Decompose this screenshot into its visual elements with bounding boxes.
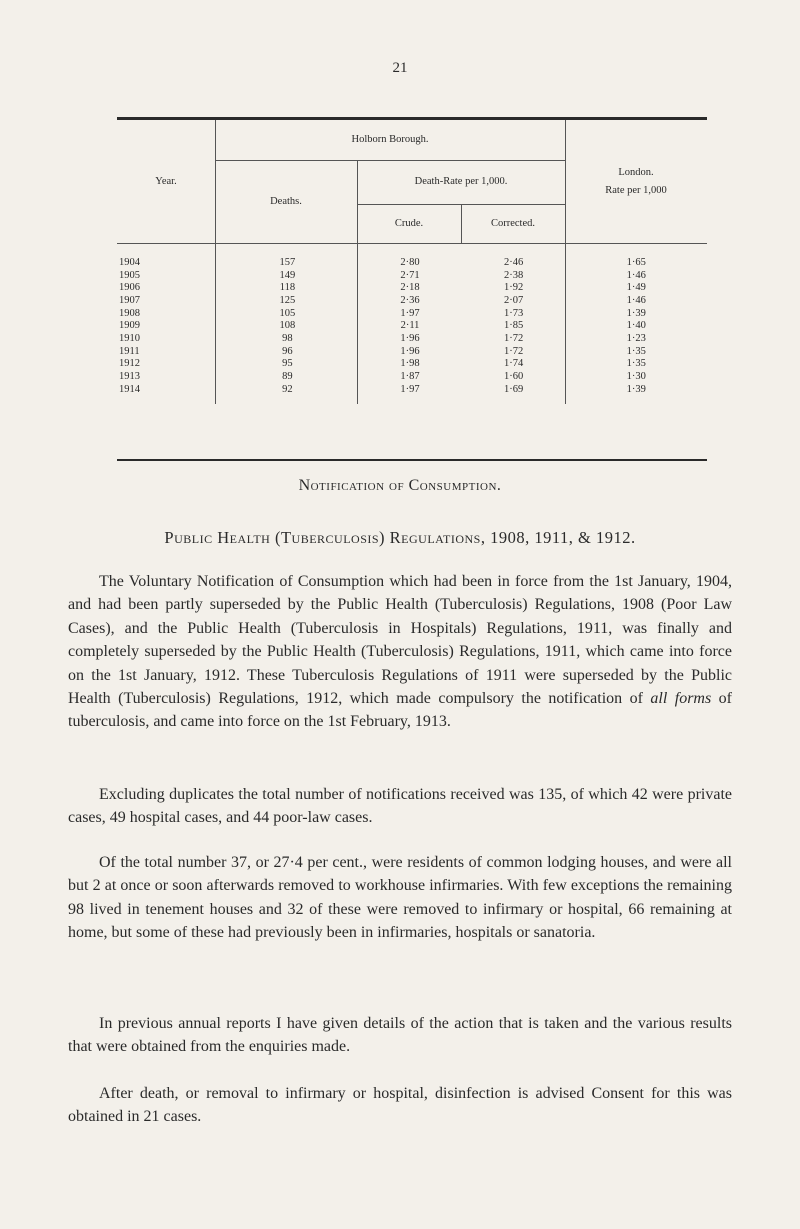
cell-deaths: 108 [279, 320, 296, 332]
paragraph-previous-reports: In previous annual reports I have given details of the action that is taken and the various results that were obtained from the enquiries made. [68, 1015, 732, 1056]
cell-london: 1·23 [626, 332, 646, 344]
cell-london: 1·49 [626, 282, 646, 294]
cell-crude: 2·71 [400, 269, 420, 281]
cell-crude: 1·97 [400, 307, 420, 319]
table-bottom-rule [117, 459, 707, 461]
paragraph-lodging-houses: Of the total number 37, or 27·4 per cent., were residents of common lodging houses, and were all but 2 at once or soon afterwards removed to workhouse infirmaries. With few exceptions the remaining 98 lived in tenement houses and 32 of these were removed to infirmary or hospital, 66 remaining at home, but some of these had previously been in infirmaries, hospitals or sanatoria. [68, 854, 732, 942]
cell-deaths: 118 [279, 282, 296, 294]
header-corrected: Corrected. [490, 218, 536, 230]
table-row [117, 345, 707, 358]
cell-deaths: 125 [279, 294, 296, 306]
cell-crude: 2·11 [400, 320, 420, 332]
cell-year: 1914 [119, 383, 140, 395]
cell-crude: 2·36 [400, 294, 420, 306]
cell-corrected: 2·07 [504, 294, 524, 306]
para1-text-after: of tuberculosis, and came into force on the 1st February, 1913. [68, 690, 733, 731]
table-row [117, 383, 707, 396]
paragraph-notifications-total: Excluding duplicates the total number of notifications received was 135, of which 42 were private cases, 49 hospital cases, and 44 poor-law cases. [68, 786, 732, 827]
cell-deaths: 98 [282, 332, 293, 344]
cell-corrected: 1·92 [504, 282, 524, 294]
cell-deaths: 96 [282, 345, 293, 357]
cell-year: 1913 [119, 371, 140, 383]
cell-corrected: 1·60 [504, 371, 524, 383]
heading-notification: Notification of Consumption. [298, 477, 502, 494]
cell-london: 1·46 [626, 269, 646, 281]
table-row [117, 307, 707, 320]
table-row [117, 358, 707, 371]
cell-crude: 2·18 [400, 282, 420, 294]
header-holborn-borough: Holborn Borough. [351, 134, 429, 146]
table-row [117, 269, 707, 282]
cell-crude: 1·96 [400, 332, 420, 344]
table-header [117, 120, 707, 244]
cell-deaths: 92 [282, 383, 293, 395]
cell-year: 1905 [119, 269, 140, 281]
cell-corrected: 2·38 [504, 269, 524, 281]
cell-london: 1·39 [626, 307, 646, 319]
cell-year: 1906 [119, 282, 140, 294]
para1-text-before: The Voluntary Notification of Consumption which had been in force from the 1st January, 1904, and had been partly superseded by the Public Health (Tuberculosis) Regulations, 1908 (Poor Law Cases), and the Public Health (Tuberculosis in Hospitals) Regulations, 1911, was finally and completely superseded by the Public Health (Tuberculosis) Regulations, 1911, which came into force on the 1st January, 1912. These Tuberculosis Regulations of 1911 were superseded by the Public Health (Tuberculosis) Regulations, 1912, which made compulsory the notification of [68, 573, 732, 708]
header-london-title: London. [618, 167, 654, 179]
cell-deaths: 105 [279, 307, 296, 319]
cell-london: 1·35 [626, 345, 646, 357]
cell-deaths: 149 [279, 269, 296, 281]
table-row [117, 294, 707, 307]
heading-regulations: Public Health (Tuberculosis) Regulations, 1908, 1911, & 1912. [164, 528, 636, 547]
table-row [117, 370, 707, 383]
cell-corrected: 1·72 [504, 345, 524, 357]
cell-crude: 1·87 [400, 371, 420, 383]
cell-year: 1912 [119, 358, 140, 370]
cell-deaths: 157 [279, 256, 296, 268]
header-crude: Crude. [394, 218, 424, 230]
header-death-rate: Death-Rate per 1,000. [414, 176, 508, 188]
header-year: Year. [155, 176, 177, 188]
cell-london: 1·40 [626, 320, 646, 332]
para1-emphasis: all forms [650, 690, 712, 708]
cell-year: 1911 [119, 345, 140, 357]
cell-year: 1910 [119, 332, 140, 344]
table-row [117, 319, 707, 332]
cell-london: 1·46 [626, 294, 646, 306]
cell-year: 1907 [119, 294, 140, 306]
table-body [117, 244, 707, 404]
cell-deaths: 95 [282, 358, 293, 370]
header-london [565, 120, 707, 244]
cell-year: 1904 [119, 256, 140, 268]
tuberculosis-deaths-table [117, 117, 707, 404]
cell-london: 1·65 [626, 256, 646, 268]
cell-corrected: 2·46 [504, 256, 524, 268]
cell-crude: 1·97 [400, 383, 420, 395]
cell-london: 1·35 [626, 358, 646, 370]
cell-corrected: 1·85 [504, 320, 524, 332]
paragraph-voluntary-notification [68, 570, 732, 734]
page-number: 21 [392, 60, 408, 76]
cell-corrected: 1·72 [504, 332, 524, 344]
header-deaths: Deaths. [270, 196, 302, 208]
cell-year: 1909 [119, 320, 140, 332]
table-row [117, 332, 707, 345]
cell-deaths: 89 [282, 371, 293, 383]
cell-corrected: 1·73 [504, 307, 524, 319]
cell-year: 1908 [119, 307, 140, 319]
table-row [117, 256, 707, 269]
header-london-rate: Rate per 1,000 [605, 185, 667, 196]
cell-crude: 1·96 [400, 345, 420, 357]
cell-crude: 1·98 [400, 358, 420, 370]
cell-london: 1·39 [626, 383, 646, 395]
paragraph-disinfection: After death, or removal to infirmary or hospital, disinfection is advised Consent for this was obtained in 21 cases. [68, 1085, 732, 1126]
cell-crude: 2·80 [400, 256, 420, 268]
cell-corrected: 1·74 [504, 358, 524, 370]
cell-london: 1·30 [626, 371, 646, 383]
cell-corrected: 1·69 [504, 383, 524, 395]
table-row [117, 281, 707, 294]
